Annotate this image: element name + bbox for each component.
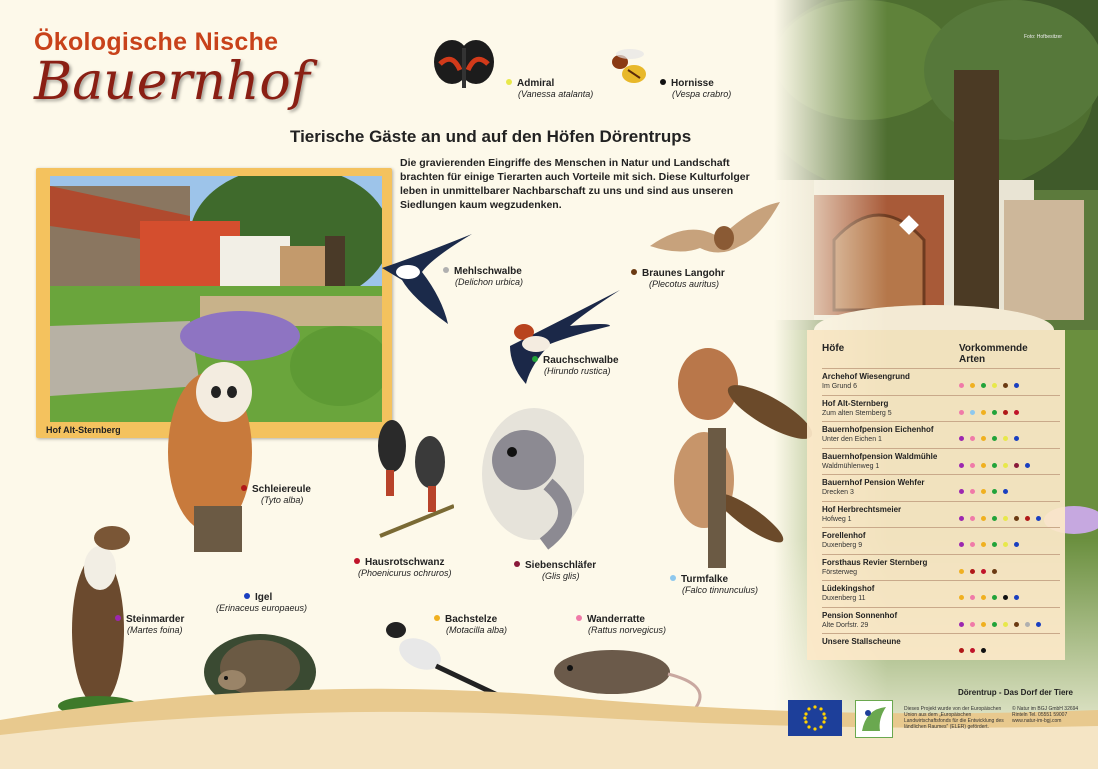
table-row bbox=[822, 501, 1060, 528]
species-dot bbox=[1025, 622, 1030, 627]
farm-address: Im Grund 6 bbox=[822, 383, 858, 390]
leader-logo bbox=[855, 700, 893, 738]
species-dot bbox=[959, 648, 964, 653]
farm-name: Pension Sonnenhof bbox=[822, 610, 898, 620]
farm-address: Duxenberg 11 bbox=[822, 595, 866, 602]
footer-contact: © Natur im BGJ GmbH 32694 Rinteln Tel. 05551 59007 www.natur-im-bgj.com bbox=[1012, 706, 1079, 724]
species-label-steinmarder: Steinmarder (Martes foina) bbox=[115, 614, 184, 635]
farm-address: Unter den Eichen 1 bbox=[822, 436, 882, 443]
species-dot bbox=[992, 463, 997, 468]
species-dot bbox=[1003, 436, 1008, 441]
species-label-siebenschlaefer: Siebenschläfer (Glis glis) bbox=[514, 560, 596, 581]
footer-title: Dörentrup - Das Dorf der Tiere bbox=[958, 688, 1073, 697]
species-dot bbox=[970, 489, 975, 494]
species-dot bbox=[992, 489, 997, 494]
species-dot bbox=[992, 410, 997, 415]
farm-address: Drecken 3 bbox=[822, 489, 854, 496]
farm-name: Bauernhofpension Waldmühle bbox=[822, 451, 938, 461]
species-dot bbox=[970, 410, 975, 415]
species-dot bbox=[992, 622, 997, 627]
species-dots bbox=[959, 640, 992, 658]
species-dot bbox=[1003, 622, 1008, 627]
species-dots bbox=[959, 428, 1025, 446]
species-dot bbox=[1003, 516, 1008, 521]
species-dot bbox=[1003, 542, 1008, 547]
title-small: Ökologische Nische bbox=[34, 28, 279, 56]
species-dot bbox=[1014, 383, 1019, 388]
species-dot bbox=[970, 569, 975, 574]
species-dot bbox=[959, 489, 964, 494]
color-dot bbox=[532, 356, 538, 362]
species-dot bbox=[981, 463, 986, 468]
species-dots bbox=[959, 455, 1036, 473]
table-header-hoefe: Höfe bbox=[822, 343, 845, 354]
color-dot bbox=[354, 558, 360, 564]
color-dot bbox=[244, 593, 250, 599]
color-dot bbox=[514, 561, 520, 567]
species-dots bbox=[959, 481, 1014, 499]
intro-text: Die gravierenden Eingriffe des Menschen in Natur und Landschaft brachten für einige Tierarten auch Vorteile mit sich. Diese Kulturfolger leben in unmittelbarer Nachbarschaft zu uns und sind aus unseren Siedlungen kaum wegzudenken. bbox=[400, 157, 750, 211]
admiral-butterfly-illustration bbox=[432, 34, 496, 104]
farm-address: Zum alten Sternberg 5 bbox=[822, 409, 892, 417]
species-dot bbox=[1003, 489, 1008, 494]
species-dot bbox=[992, 383, 997, 388]
color-dot bbox=[660, 79, 666, 85]
species-dot bbox=[970, 383, 975, 388]
species-dot bbox=[959, 516, 964, 521]
color-dot bbox=[434, 615, 440, 621]
species-dot bbox=[981, 516, 986, 521]
farm-name: Bauernhof Pension Wehfer bbox=[822, 478, 925, 487]
table-row bbox=[822, 421, 1060, 448]
species-dot bbox=[992, 569, 997, 574]
table-row bbox=[822, 580, 1060, 607]
table-row bbox=[822, 633, 1060, 660]
table-row bbox=[822, 607, 1060, 634]
species-dot bbox=[981, 410, 986, 415]
species-dot bbox=[981, 595, 986, 600]
species-dot bbox=[1014, 436, 1019, 441]
species-label-schleiereule: Schleiereule (Tyto alba) bbox=[241, 484, 311, 505]
species-dot bbox=[970, 595, 975, 600]
hornet-illustration bbox=[600, 42, 656, 96]
farm-address: Duxenberg 9 bbox=[822, 542, 863, 549]
species-label-mehlschwalbe: Mehlschwalbe (Delichon urbica) bbox=[443, 266, 523, 287]
turmfalke-illustration bbox=[660, 332, 820, 568]
table-row bbox=[822, 527, 1060, 554]
farm-name: Hof Alt-Sternberg bbox=[822, 398, 889, 408]
farm-address: Hofweg 1 bbox=[822, 515, 852, 523]
species-dot bbox=[959, 542, 964, 547]
species-label-bachstelze: Bachstelze (Motacilla alba) bbox=[434, 614, 507, 635]
species-dot bbox=[981, 622, 986, 627]
species-dot bbox=[1014, 463, 1019, 468]
species-label-hausrotschwanz: Hausrotschwanz (Phoenicurus ochruros) bbox=[354, 557, 452, 578]
color-dot bbox=[631, 269, 637, 275]
species-label-admiral: Admiral (Vanessa atalanta) bbox=[506, 78, 593, 99]
schleiereule-illustration bbox=[160, 356, 264, 552]
farm-name: Lüdekingshof bbox=[822, 584, 875, 593]
species-dot bbox=[981, 542, 986, 547]
species-dot bbox=[992, 542, 997, 547]
species-dots bbox=[959, 587, 1025, 605]
species-dots bbox=[959, 508, 1047, 526]
species-dot bbox=[981, 489, 986, 494]
table-row bbox=[822, 474, 1060, 501]
table-header-arten: Vorkommende Arten bbox=[959, 343, 1028, 365]
species-dots bbox=[959, 375, 1025, 393]
color-dot bbox=[506, 79, 512, 85]
species-dot bbox=[1014, 622, 1019, 627]
species-dot bbox=[959, 383, 964, 388]
species-dots bbox=[959, 561, 1003, 579]
color-dot bbox=[576, 615, 582, 621]
color-dot bbox=[670, 575, 676, 581]
species-dot bbox=[1003, 463, 1008, 468]
species-label-rauchschwalbe: Rauchschwalbe (Hirundo rustica) bbox=[532, 355, 619, 376]
species-dot bbox=[981, 648, 986, 653]
species-label-hornisse: Hornisse (Vespa crabro) bbox=[660, 78, 731, 99]
species-dot bbox=[959, 569, 964, 574]
photo-caption: Hof Alt-Sternberg bbox=[46, 425, 121, 435]
species-dots bbox=[959, 402, 1025, 420]
species-dot bbox=[1003, 410, 1008, 415]
species-label-turmfalke: Turmfalke (Falco tinnunculus) bbox=[670, 574, 758, 595]
species-dot bbox=[981, 569, 986, 574]
species-dot bbox=[1003, 595, 1008, 600]
footer-funding-text: Dieses Projekt wurde von der Europäischen Union aus dem „Europäischen Landwirtschaftsfonds für die Entwicklung des ländlichen Raumes" (ELER) gefördert. bbox=[904, 706, 1004, 730]
title-big: Bauernhof bbox=[34, 52, 310, 112]
species-dot bbox=[981, 436, 986, 441]
hausrotschwanz-illustration bbox=[370, 406, 454, 546]
photo-credit: Foto: Hofbesitzer bbox=[1024, 34, 1063, 40]
siebenschlaefer-illustration bbox=[474, 404, 584, 550]
subtitle: Tierische Gäste an und auf den Höfen Dörentrups bbox=[290, 127, 692, 146]
species-dot bbox=[981, 383, 986, 388]
species-dot bbox=[992, 436, 997, 441]
species-dot bbox=[970, 542, 975, 547]
farm-name: Bauernhofpension Eichenhof bbox=[822, 425, 934, 434]
farm-name: Archehof Wiesengrund bbox=[822, 372, 910, 381]
species-dot bbox=[992, 516, 997, 521]
species-dot bbox=[959, 410, 964, 415]
species-dot bbox=[959, 595, 964, 600]
color-dot bbox=[443, 267, 449, 273]
species-dot bbox=[1014, 542, 1019, 547]
species-dot bbox=[970, 436, 975, 441]
species-dot bbox=[1025, 516, 1030, 521]
farm-name: Hof Herbrechtsmeier bbox=[822, 504, 902, 514]
langohr-bat-illustration bbox=[650, 198, 780, 264]
species-dot bbox=[1036, 622, 1041, 627]
species-dot bbox=[1025, 463, 1030, 468]
species-dots bbox=[959, 614, 1047, 632]
species-dot bbox=[959, 622, 964, 627]
farm-name: Forellenhof bbox=[822, 531, 866, 540]
species-label-wanderratte: Wanderratte (Rattus norvegicus) bbox=[576, 614, 666, 635]
farm-name: Unsere Stallscheune bbox=[822, 637, 901, 646]
species-dot bbox=[959, 436, 964, 441]
species-dot bbox=[1003, 383, 1008, 388]
species-label-langohr: Braunes Langohr (Plecotus auritus) bbox=[631, 268, 725, 289]
farm-address: Försterweg bbox=[822, 568, 858, 576]
species-dot bbox=[1014, 410, 1019, 415]
farm-address: Waldmühlenweg 1 bbox=[822, 462, 880, 470]
species-dot bbox=[970, 516, 975, 521]
species-dot bbox=[970, 622, 975, 627]
table-row bbox=[822, 554, 1060, 581]
table-row bbox=[822, 395, 1060, 422]
color-dot bbox=[115, 615, 121, 621]
species-dot bbox=[1014, 516, 1019, 521]
farm-name: Forsthaus Revier Sternberg bbox=[822, 557, 928, 567]
species-dot bbox=[1014, 595, 1019, 600]
species-dot bbox=[970, 463, 975, 468]
eu-flag-logo bbox=[788, 700, 842, 736]
table-row bbox=[822, 368, 1060, 395]
species-label-igel: Igel (Erinaceus europaeus) bbox=[216, 592, 308, 613]
species-dot bbox=[992, 595, 997, 600]
species-dot bbox=[959, 463, 964, 468]
species-dots bbox=[959, 534, 1025, 552]
species-dot bbox=[1036, 516, 1041, 521]
color-dot bbox=[241, 485, 247, 491]
table-row bbox=[822, 448, 1060, 475]
species-dot bbox=[970, 648, 975, 653]
farm-address: Alte Dorfstr. 29 bbox=[822, 621, 869, 629]
